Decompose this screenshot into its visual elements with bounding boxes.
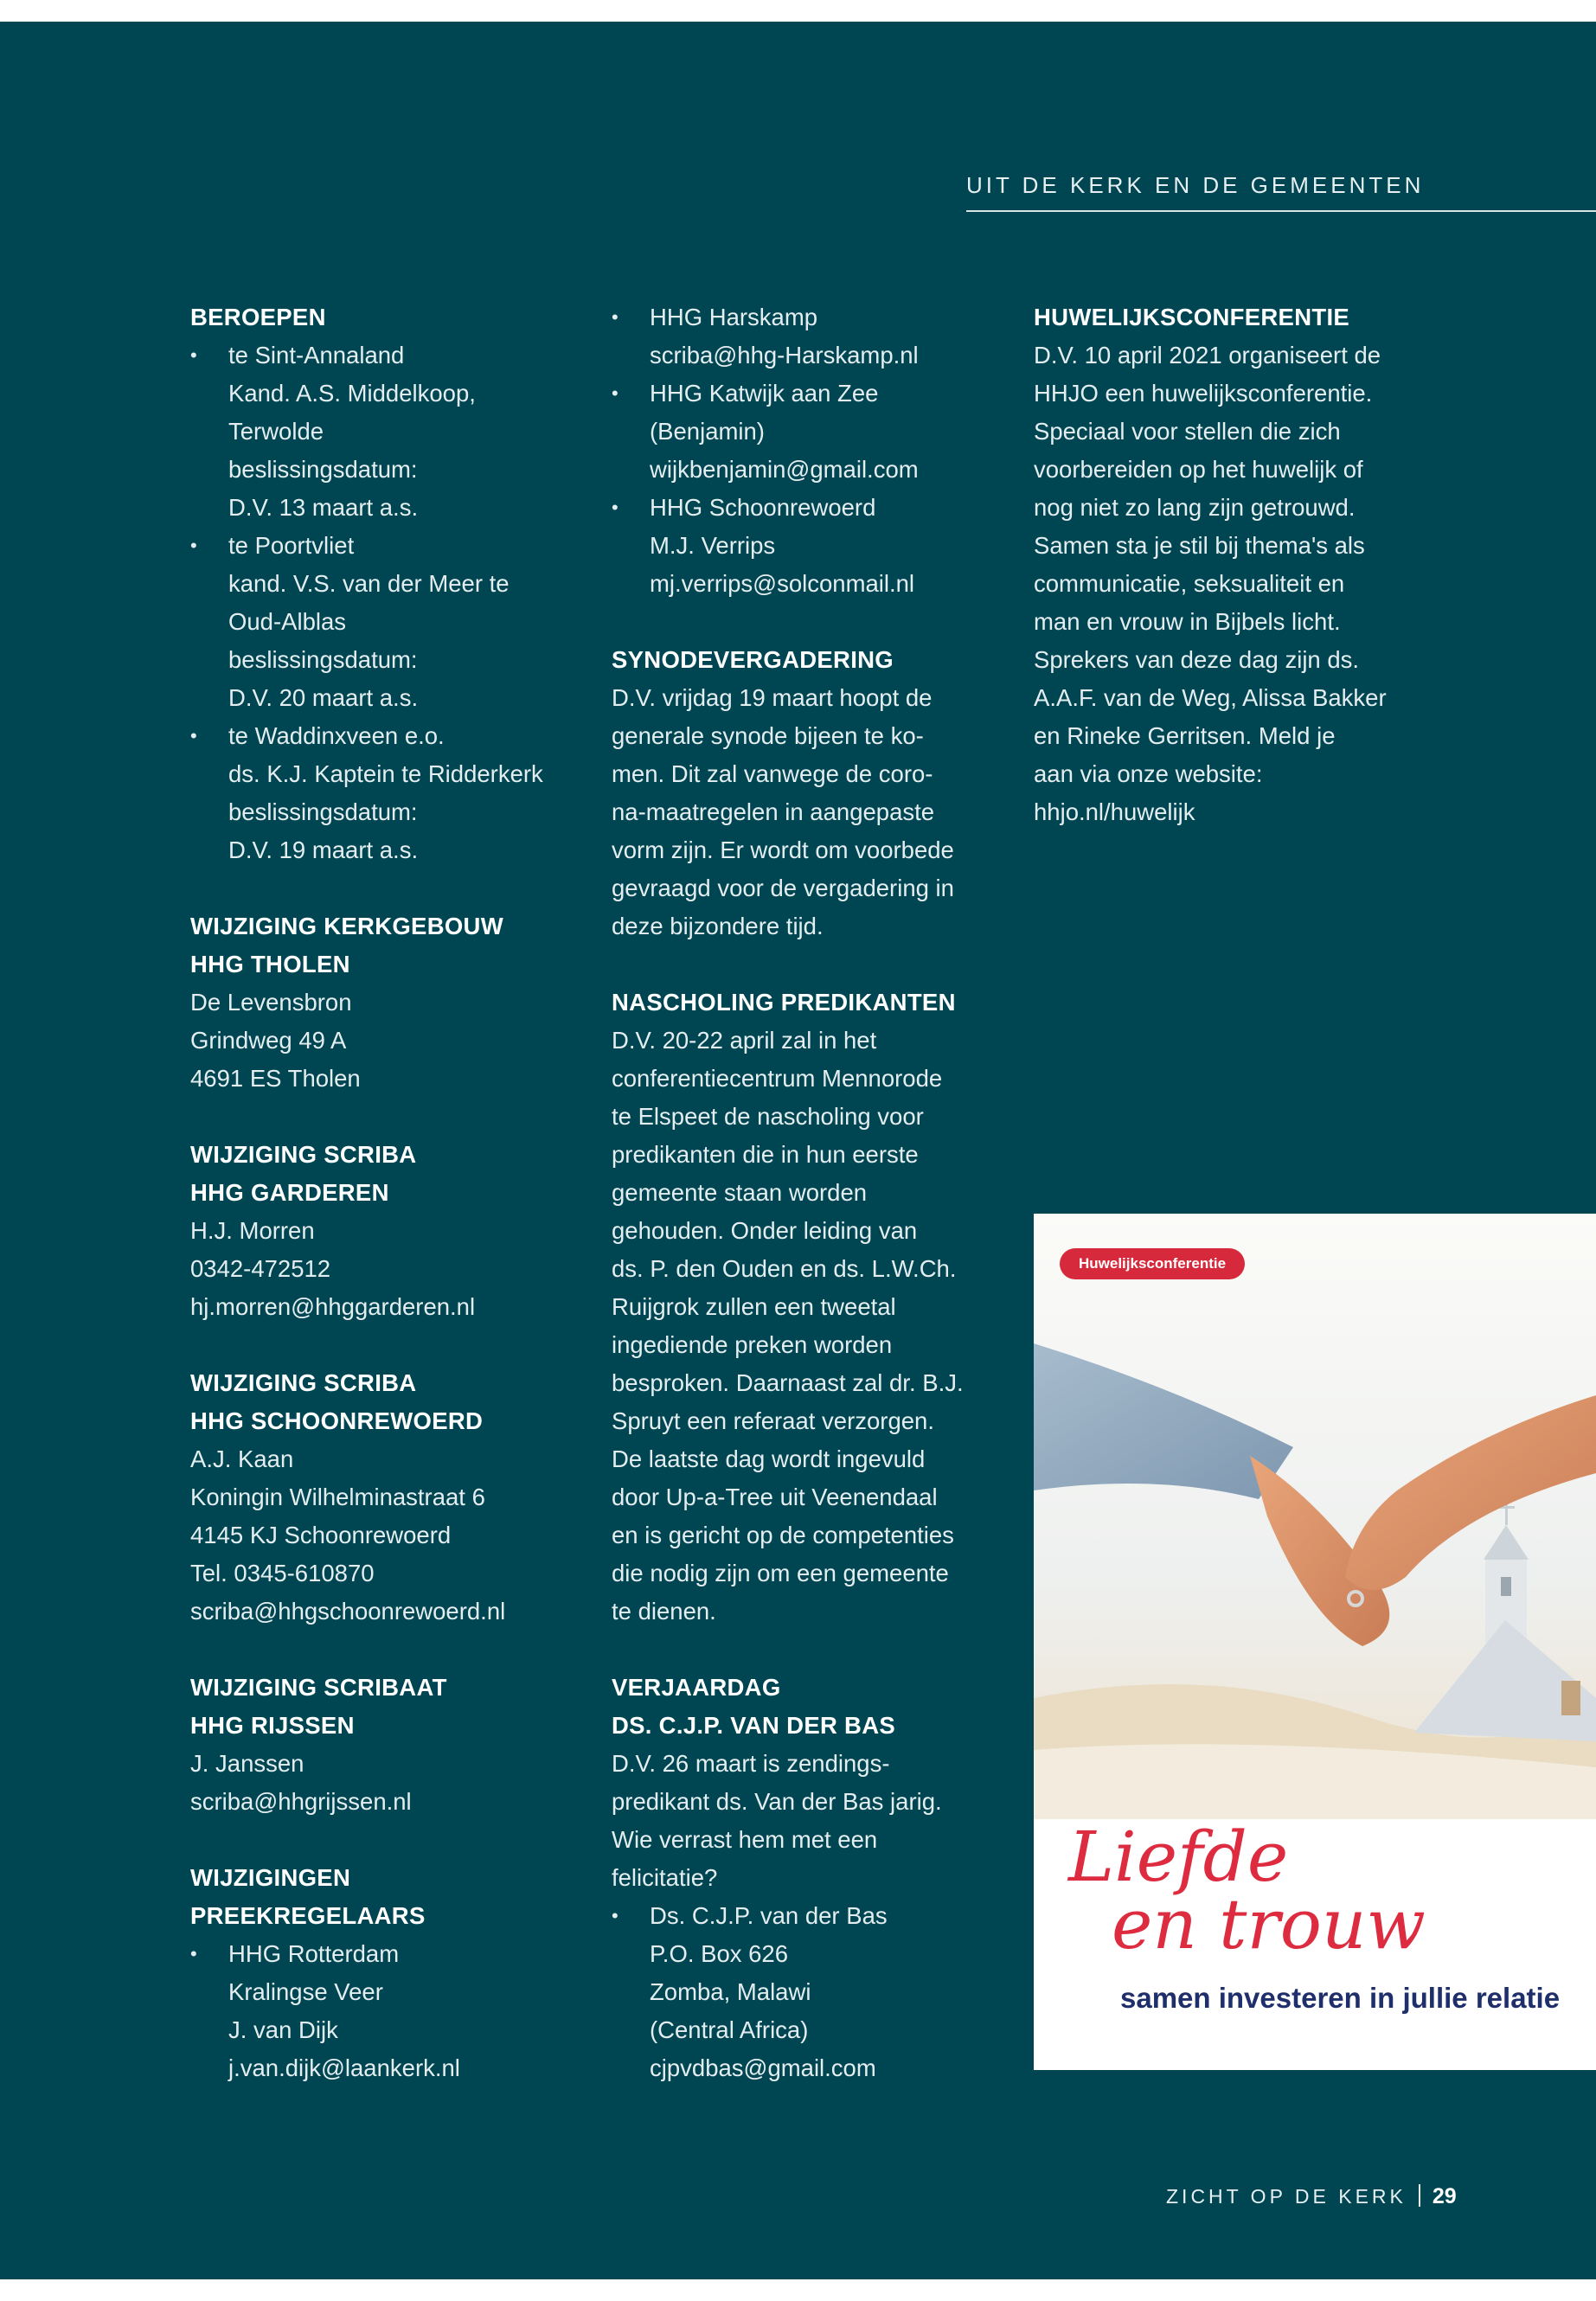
preekregelaars-subheading: PREEKREGELAARS: [190, 1902, 426, 1929]
preekregelaar-name: • HHG Harskamp: [612, 298, 992, 336]
text-line: Spruyt een referaat verzorgen.: [612, 1407, 934, 1434]
scriba-subheading: HHG SCHOONREWOERD: [190, 1407, 484, 1434]
text-line: 4145 KJ Schoonrewoerd: [190, 1522, 452, 1548]
huwelijk-section: [1034, 298, 1423, 831]
scribaat-subheading: HHG RIJSSEN: [190, 1712, 355, 1739]
text-line: voorbereiden op het huwelijk of: [1034, 456, 1363, 483]
text-line: J. van Dijk: [228, 2016, 338, 2043]
text-line: Ruijgrok zullen een tweetal: [612, 1293, 896, 1320]
huwelijk-heading: HUWELIJKSCONFERENTIE: [1034, 304, 1350, 330]
text-line: vorm zijn. Er wordt om voorbede: [612, 836, 954, 863]
beroepen-section: [190, 298, 562, 869]
text-line: J. Janssen: [190, 1750, 304, 1777]
scriba-heading: WIJZIGING SCRIBA: [190, 1369, 417, 1396]
kerkgebouw-heading: WIJZIGING KERKGEBOUW: [190, 913, 503, 939]
text-line: men. Dit zal vanwege de coro-: [612, 760, 933, 787]
nascholing-section: [612, 984, 992, 1631]
text-line: Samen sta je stil bij thema's als: [1034, 532, 1365, 559]
beroep-line: D.V. 19 maart a.s.: [228, 836, 419, 863]
text-line: H.J. Morren: [190, 1217, 315, 1244]
beroep-line: beslissingsdatum:: [228, 798, 418, 825]
page-number: 29: [1432, 2184, 1457, 2208]
text-line: P.O. Box 626: [650, 1940, 789, 1967]
scriba-schoonrewoerd-section: [190, 1364, 562, 1631]
ad-tag-badge: Huwelijksconferentie: [1060, 1248, 1245, 1279]
text-line: Speciaal voor stellen die zich: [1034, 418, 1341, 445]
verjaardag-subheading: DS. C.J.P. VAN DER BAS: [612, 1712, 896, 1739]
magazine-name: ZICHT OP DE KERK: [1166, 2185, 1407, 2208]
text-line: D.V. 20-22 april zal in het: [612, 1027, 877, 1054]
preekregelaar-name: • HHG Schoonrewoerd: [612, 489, 992, 527]
beroep-line: beslissingsdatum:: [228, 456, 418, 483]
text-line: te Elspeet de nascholing voor: [612, 1103, 924, 1130]
text-line: Sprekers van deze dag zijn ds.: [1034, 646, 1360, 673]
beroep-entry: [190, 336, 562, 527]
ad-title: [1068, 1817, 1587, 1965]
text-line: die nodig zijn om een gemeente: [612, 1560, 949, 1586]
text-line: man en vrouw in Bijbels licht.: [1034, 608, 1341, 635]
beroep-line: Kand. A.S. Middelkoop,: [228, 380, 476, 407]
verjaardag-heading: VERJAARDAG: [612, 1674, 781, 1701]
email-address: mj.verrips@solconmail.nl: [650, 570, 915, 597]
synode-heading: SYNODEVERGADERING: [612, 646, 894, 673]
text-line: gemeente staan worden: [612, 1179, 868, 1206]
scriba-garderen-section: [190, 1136, 562, 1326]
synode-section: [612, 641, 992, 945]
text-line: deze bijzondere tijd.: [612, 913, 824, 939]
section-header: [966, 151, 1596, 212]
text-line: te dienen.: [612, 1598, 716, 1625]
text-line: D.V. 10 april 2021 organiseert de: [1034, 342, 1381, 369]
scribaat-rijssen-section: [190, 1669, 562, 1821]
beroep-line: D.V. 13 maart a.s.: [228, 494, 419, 521]
ad-title-line2: en trouw: [1112, 1884, 1426, 1965]
text-line: M.J. Verrips: [650, 532, 776, 559]
text-line: generale synode bijeen te ko-: [612, 722, 924, 749]
phone-number: 0342-472512: [190, 1255, 331, 1282]
magazine-page: [0, 22, 1596, 2279]
text-line: besproken. Daarnaast zal dr. B.J.: [612, 1369, 964, 1396]
text-line: A.A.F. van de Weg, Alissa Bakker: [1034, 684, 1387, 711]
page-footer: [1166, 2184, 1457, 2209]
address-name: • Ds. C.J.P. van der Bas: [612, 1897, 992, 1935]
text-line: (Central Africa): [650, 2016, 809, 2043]
text-line: conferentiecentrum Mennorode: [612, 1065, 943, 1092]
scriba-subheading: HHG GARDEREN: [190, 1179, 389, 1206]
beroep-entry: [190, 717, 562, 869]
text-line: 4691 ES Tholen: [190, 1065, 361, 1092]
column-middle: [612, 298, 992, 2125]
beroep-line: kand. V.S. van der Meer te: [228, 570, 510, 597]
text-line: predikanten die in hun eerste: [612, 1141, 919, 1168]
text-line: De laatste dag wordt ingevuld: [612, 1445, 926, 1472]
text-line: Grindweg 49 A: [190, 1027, 347, 1054]
scribaat-heading: WIJZIGING SCRIBAAT: [190, 1674, 447, 1701]
text-line: HHJO een huwelijksconferentie.: [1034, 380, 1373, 407]
email-address: scriba@hhgschoonrewoerd.nl: [190, 1598, 506, 1625]
text-line: ds. P. den Ouden en ds. L.W.Ch.: [612, 1255, 957, 1282]
text-line: gevraagd voor de vergadering in: [612, 875, 954, 901]
text-line: gehouden. Onder leiding van: [612, 1217, 918, 1244]
text-line: en is gericht op de competenties: [612, 1522, 954, 1548]
kerkgebouw-section: [190, 907, 562, 1098]
email-address: cjpvdbas@gmail.com: [650, 2054, 876, 2081]
section-title: UIT DE KERK EN DE GEMEENTEN: [966, 172, 1425, 198]
text-line: aan via onze website:: [1034, 760, 1263, 787]
text-line: De Levensbron: [190, 989, 352, 1016]
text-line: Koningin Wilhelminastraat 6: [190, 1484, 485, 1510]
nascholing-heading: NASCHOLING PREDIKANTEN: [612, 989, 956, 1016]
email-address: scriba@hhgrijssen.nl: [190, 1788, 412, 1815]
beroep-place: • te Poortvliet: [190, 527, 562, 565]
text-line: ingediende preken worden: [612, 1331, 893, 1358]
preekregelaars-section: [190, 1859, 562, 2087]
email-address: j.van.dijk@laankerk.nl: [228, 2054, 460, 2081]
beroep-line: Terwolde: [228, 418, 324, 445]
beroep-place: • te Sint-Annaland: [190, 336, 562, 375]
text-line: door Up-a-Tree uit Veenendaal: [612, 1484, 938, 1510]
beroep-entry: [190, 527, 562, 717]
email-address: wijkbenjamin@gmail.com: [650, 456, 919, 483]
preekregelaar-name: • HHG Katwijk aan Zee: [612, 375, 992, 413]
text-line: felicitatie?: [612, 1864, 718, 1891]
text-line: communicatie, seksualiteit en: [1034, 570, 1345, 597]
text-line: A.J. Kaan: [190, 1445, 294, 1472]
kerkgebouw-subheading: HHG THOLEN: [190, 951, 350, 977]
text-line: D.V. 26 maart is zendings-: [612, 1750, 890, 1777]
beroep-place: • te Waddinxveen e.o.: [190, 717, 562, 755]
text-line: en Rineke Gerritsen. Meld je: [1034, 722, 1336, 749]
text-line: Kralingse Veer: [228, 1978, 383, 2005]
text-line: predikant ds. Van der Bas jarig.: [612, 1788, 942, 1815]
text-line: nog niet zo lang zijn getrouwd.: [1034, 494, 1356, 521]
preekregelaars-heading: WIJZIGINGEN: [190, 1864, 351, 1891]
text-line: na-maatregelen in aangepaste: [612, 798, 935, 825]
scriba-heading: WIJZIGING SCRIBA: [190, 1141, 417, 1168]
column-right: [1034, 298, 1423, 869]
conference-ad: [1034, 1214, 1596, 2070]
email-address: hj.morren@hhggarderen.nl: [190, 1293, 476, 1320]
text-line: Wie verrast hem met een: [612, 1826, 878, 1853]
column-left: [190, 298, 562, 2125]
beroep-line: Oud-Alblas: [228, 608, 347, 635]
beroep-line: ds. K.J. Kaptein te Ridderkerk: [228, 760, 543, 787]
ad-title-line1: Liefde: [1068, 1817, 1289, 1897]
preekregelaars-continued: [612, 298, 992, 603]
website-url: hhjo.nl/huwelijk: [1034, 798, 1195, 825]
beroepen-heading: BEROEPEN: [190, 304, 326, 330]
footer-divider: [1419, 2184, 1420, 2207]
beroep-line: D.V. 20 maart a.s.: [228, 684, 419, 711]
verjaardag-section: [612, 1669, 992, 2087]
beroep-line: beslissingsdatum:: [228, 646, 418, 673]
email-address: scriba@hhg-Harskamp.nl: [650, 342, 919, 369]
text-line: (Benjamin): [650, 418, 765, 445]
text-line: Zomba, Malawi: [650, 1978, 811, 2005]
text-line: D.V. vrijdag 19 maart hoopt de: [612, 684, 933, 711]
holding-hands-photo: [1034, 1214, 1596, 1819]
phone-number: Tel. 0345-610870: [190, 1560, 375, 1586]
ad-subtitle: samen investeren in jullie relatie: [1120, 1982, 1561, 2014]
preekregelaar-name: • HHG Rotterdam: [190, 1935, 562, 1973]
